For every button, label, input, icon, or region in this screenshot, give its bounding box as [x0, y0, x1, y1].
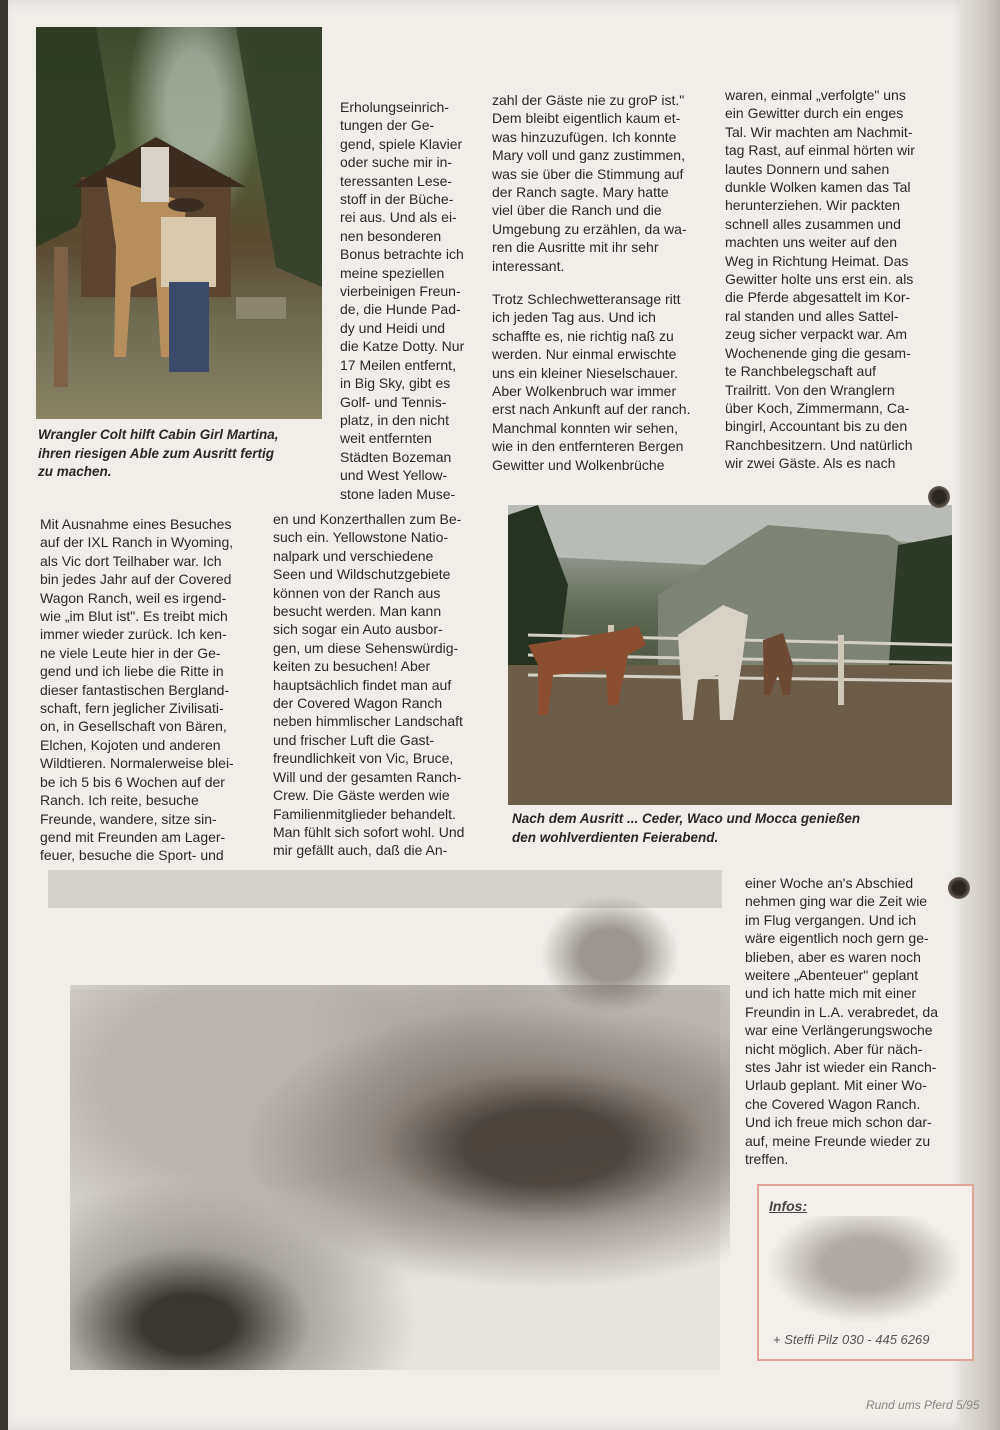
info-box: [757, 1184, 974, 1361]
column-left-lower: Mit Ausnahme eines Besuches auf der IXL Ranch in Wyoming, als Vic dort Teilhaber war. Ich bin jedes Jahr auf der Covered Wagon Ranch, weil es irgend- wie „im Blut ist". Es treibt mich immer wieder zurück. Ich ken- ne viele Leute hier in der Ge- gend und ich liebe die Ritte in dieser fantastischen Bergland- schaft, fern jeglicher Zivilisati- on, in Gesellschaft von Bären, Elchen, Kojoten und anderen Wildtieren. Normalerweise blei- be ich 5 bis 6 Wochen auf der Ranch. Ich reite, besuche Freunde, wandere, sitze sin- gend mit Freunden am Lager- feuer, besuche die Sport- und: [40, 516, 234, 864]
column-middle-lower: en und Konzerthallen zum Be- such ein. Yellowstone Natio- nalpark und verschiedene Seen und Wildschutzgebiete können von der Ranch aus besucht werden. Man kann sich sogar ein Auto ausbor- gen, um diese Sehenswürdig- keiten zu besuchen! Aber hauptsächlich findet man auf der Covered Wagon Ranch neben himmlischer Landschaft und frischer Luft die Gast- freundlichkeit von Vic, Bruce, Will und der gesamten Ranch- Crew. Die Gäste werden wie Familienmitglieder behandelt. Man fühlt sich sofort wohl. Und mir gefällt auch, daß die An-: [273, 511, 465, 859]
blurred-advertisement: [70, 985, 730, 1370]
info-box-contact: + Steffi Pilz 030 - 445 6269: [773, 1332, 930, 1347]
info-box-blurred-text: [767, 1216, 962, 1324]
photo-horses-corral: [508, 505, 952, 805]
caption-photo-2: Nach dem Ausritt ... Ceder, Waco und Mocca genießen den wohlverdienten Feierabend.: [512, 811, 861, 845]
photo-wrangler-illustration: [36, 27, 322, 419]
column-2-upper-b: Trotz Schlechwetteransage ritt ich jeden Tag aus. Und ich schaffte es, nie richtig naß zu werden. Nur einmal erwischte uns ein kleiner Nieselschauer. Aber Wolkenbruch war immer erst nach Ankunft auf der ranch. Manchmal konnten wir sehen, wie in den entfernteren Bergen Gewitter und Wolkenbrüche: [492, 291, 691, 473]
info-box-title: Infos:: [769, 1198, 808, 1214]
column-right-lower: einer Woche an's Abschied nehmen ging war die Zeit wie im Flug vergangen. Und ich wäre eigentlich noch gern ge- blieben, aber es waren noch weitere „Abenteuer" geplant und ich hatte mich mit einer Freundin in L.A. verabredet, da war eine Verlängerungswoche nicht möglich. Aber für näch- stes Jahr ist wieder ein Ranch- Urlaub geplant. Mit einer Wo- che Covered Wagon Ranch. Und ich freue mich schon dar- auf, meine Freunde wieder zu treffen.: [745, 875, 939, 1168]
caption-photo-1: Wrangler Colt hilft Cabin Girl Martina, ihren riesigen Able zum Ausritt fertig zu machen.: [38, 427, 279, 479]
photo-wrangler-horse: [36, 27, 322, 419]
photo-horses-illustration: [508, 505, 952, 805]
page-footer: Rund ums Pferd 5/95: [866, 1398, 980, 1412]
blurred-spot: [540, 895, 680, 1015]
punch-hole-top: [928, 486, 950, 508]
punch-hole-bottom: [948, 877, 970, 899]
column-1-upper: Erholungseinrich- tungen der Ge- gend, spiele Klavier oder suche mir in- teressanten Lese- stoff in der Büche- rei aus. Und als ei- nen besonderen Bonus betrachte ich meine speziellen vierbeinigen Freun- de, die Hunde Pad- dy und Heidi und die Katze Dotty. Nur 17 Meilen entfernt, in Big Sky, gibt es Golf- und Tennis- platz, in den nicht weit entfernten Städten Bozeman und West Yellow- stone laden Muse-: [340, 99, 465, 502]
column-3-upper: waren, einmal „verfolgte" uns ein Gewitter durch ein enges Tal. Wir machten am Nachmit- tag Rast, auf einmal hörten wir lautes Donnern und sahen dunkle Wolken kamen das Tal herunterziehen. Wir packten schnell alles zusammen und machten uns weiter auf den Weg in Richtung Heimat. Das Gewitter holte uns erst ein. als die Pferde abgesattelt im Kor- ral standen und alles Sattel- zeug sicher verpackt war. Am Wochenende ging die gesam- te Ranchbelegschaft auf Trailritt. Von den Wranglern über Koch, Zimmermann, Ca- bingirl, Accountant bis zu den Ranchbesitzern. Und natürlich wir zwei Gäste. Als es nach: [725, 87, 915, 472]
column-2-upper-a: zahl der Gäste nie zu groP ist." Dem bleibt eigentlich kaum et- was hinzuzufügen. Ich konnte Mary voll und ganz zustimmen, was sie über die Stimmung auf der Ranch sagte. Mary hatte viel über die Ranch und die Umgebung zu erzählen, da wa- ren die Ausritte mit ihr sehr interessant.: [492, 92, 687, 274]
